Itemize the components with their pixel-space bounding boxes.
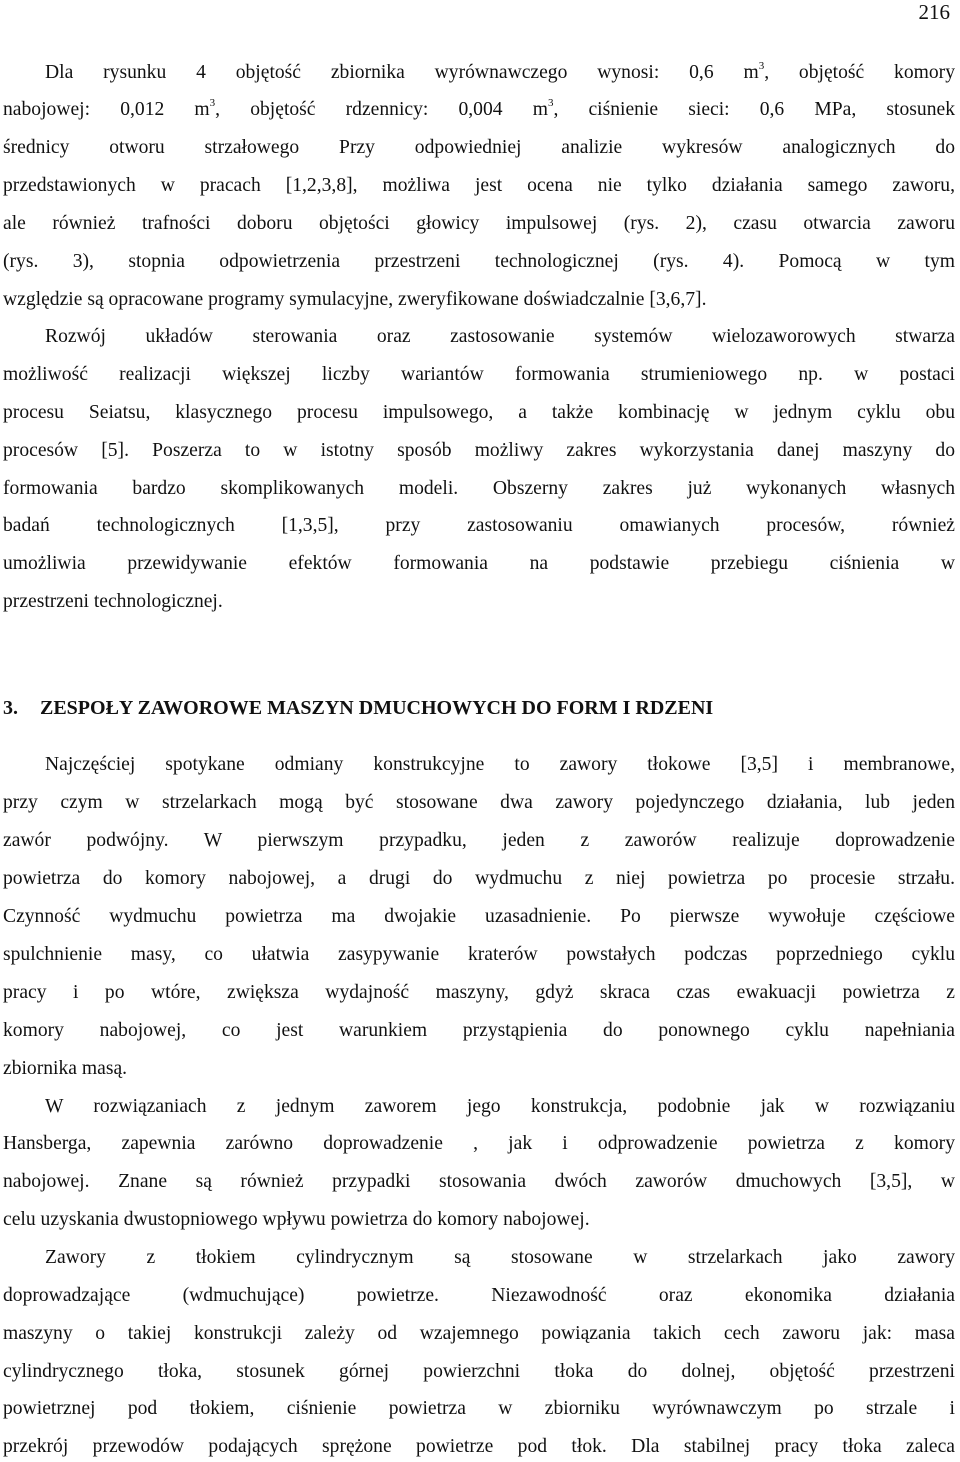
paragraph-1-line: nabojowej: 0,012 $m^3$, objętość rdzennicy: 0,004 $m^3$, ciśnienie sieci: 0,6 MPa, stosunek <box>3 97 955 120</box>
paragraph-1-line: Rozwój układów sterowania oraz zastosowanie systemów wielozaworowych stwarza <box>45 326 955 347</box>
section-title: ZESPOŁY ZAWOROWE MASZYN DMUCHOWYCH DO FORM I RDZENI <box>40 697 714 719</box>
paragraph-3-line: W rozwiązaniach z jednym zaworem jego konstrukcja, podobnie jak w rozwiązaniu <box>45 1096 955 1117</box>
paragraph-2-line: spulchnienie masy, co ułatwia zasypywanie kraterów powstałych podczas poprzedniego cyklu <box>3 944 955 965</box>
paragraph-2-line: przy czym w strzelarkach mogą być stosowane dwa zawory pojedynczego działania, lub jeden <box>3 792 955 813</box>
paragraph-1-line: umożliwia przewidywanie efektów formowania na podstawie przebiegu ciśnienia w <box>3 553 955 574</box>
paragraph-1-line: Dla rysunku 4 objętość zbiornika wyrównawczego wynosi: 0,6 $m^3$, objętość komory <box>45 60 955 83</box>
paragraph-1-line: względzie są opracowane programy symulacyjne, zweryfikowane doświadczalnie [3,6,7]. <box>3 289 707 310</box>
paragraph-1-line: możliwość realizacji większej liczby wariantów formowania strumieniowego np. w postaci <box>3 364 955 385</box>
paragraph-4-line: powietrznej pod tłokiem, ciśnienie powietrza w zbiorniku wyrównawczym po strzale i <box>3 1398 955 1419</box>
paragraph-1-line: średnicy otworu strzałowego Przy odpowiedniej analizie wykresów analogicznych do <box>3 137 955 158</box>
section-number: 3. <box>3 697 18 719</box>
paragraph-1-line: procesu Seiatsu, klasycznego procesu impulsowego, a także kombinację w jednym cyklu obu <box>3 402 955 423</box>
paragraph-4-line: doprowadzające (wdmuchujące) powietrze. Niezawodność oraz ekonomika działania <box>3 1285 955 1306</box>
paragraph-1-line: formowania bardzo skomplikowanych modeli. Obszerny zakres już wykonanych własnych <box>3 478 955 499</box>
paragraph-1-line: ale również trafności doboru objętości głowicy impulsowej (rys. 2), czasu otwarcia zaworu <box>3 213 955 234</box>
paragraph-4-line: maszyny o takiej konstrukcji zależy od wzajemnego powiązania takich cech zaworu jak: masa <box>3 1323 955 1344</box>
paragraph-1-line: (rys. 3), stopnia odpowietrzenia przestrzeni technologicznej (rys. 4). Pomocą w tym <box>3 251 955 272</box>
paragraph-2-line: zbiornika masą. <box>3 1058 128 1079</box>
paragraph-3-line: nabojowej. Znane są również przypadki stosowania dwóch zaworów dmuchowych [3,5], w <box>3 1171 955 1192</box>
paragraph-1-line: procesów [5]. Poszerza to w istotny sposób możliwy zakres wykorzystania danej maszyny do <box>3 440 955 461</box>
paragraph-2-line: komory nabojowej, co jest warunkiem przystąpienia do ponownego cyklu napełniania <box>3 1020 955 1041</box>
page-number: 216 <box>918 0 950 24</box>
paragraph-2-line: Czynność wydmuchu powietrza ma dwojakie uzasadnienie. Po pierwsze wywołuje częściowe <box>3 906 955 927</box>
paragraph-4-line: cylindrycznego tłoka, stosunek górnej powierzchni tłoka do dolnej, objętość przestrzeni <box>3 1361 955 1382</box>
paragraph-1-line: przestrzeni technologicznej. <box>3 591 223 612</box>
paragraph-4-line: Zawory z tłokiem cylindrycznym są stosowane w strzelarkach jako zawory <box>45 1247 955 1268</box>
paragraph-1-line: przedstawionych w pracach [1,2,3,8], możliwa jest ocena nie tylko działania samego zaworu, <box>3 175 955 196</box>
paragraph-2-line: zawór podwójny. W pierwszym przypadku, jeden z zaworów realizuje doprowadzenie <box>3 830 955 851</box>
paragraph-1-line: badań technologicznych [1,3,5], przy zastosowaniu omawianych procesów, również <box>3 515 955 536</box>
paragraph-2-line: pracy i po wtóre, zwiększa wydajność maszyny, gdyż skraca czas ewakuacji powietrza z <box>3 982 955 1003</box>
section-heading <box>3 694 955 722</box>
paragraph-3-line: celu uzyskania dwustopniowego wpływu powietrza do komory nabojowej. <box>3 1209 590 1230</box>
paragraph-3-line: Hansberga, zapewnia zarówno doprowadzenie , jak i odprowadzenie powietrza z komory <box>3 1133 955 1154</box>
paragraph-4-line: przekrój przewodów podających sprężone powietrze pod tłok. Dla stabilnej pracy tłoka zaleca <box>3 1436 955 1457</box>
paragraph-2-line: Najczęściej spotykane odmiany konstrukcyjne to zawory tłokowe [3,5] i membranowe, <box>45 754 955 775</box>
paragraph-2-line: powietrza do komory nabojowej, a drugi do wydmuchu z niej powietrza po procesie strzału. <box>3 868 955 889</box>
